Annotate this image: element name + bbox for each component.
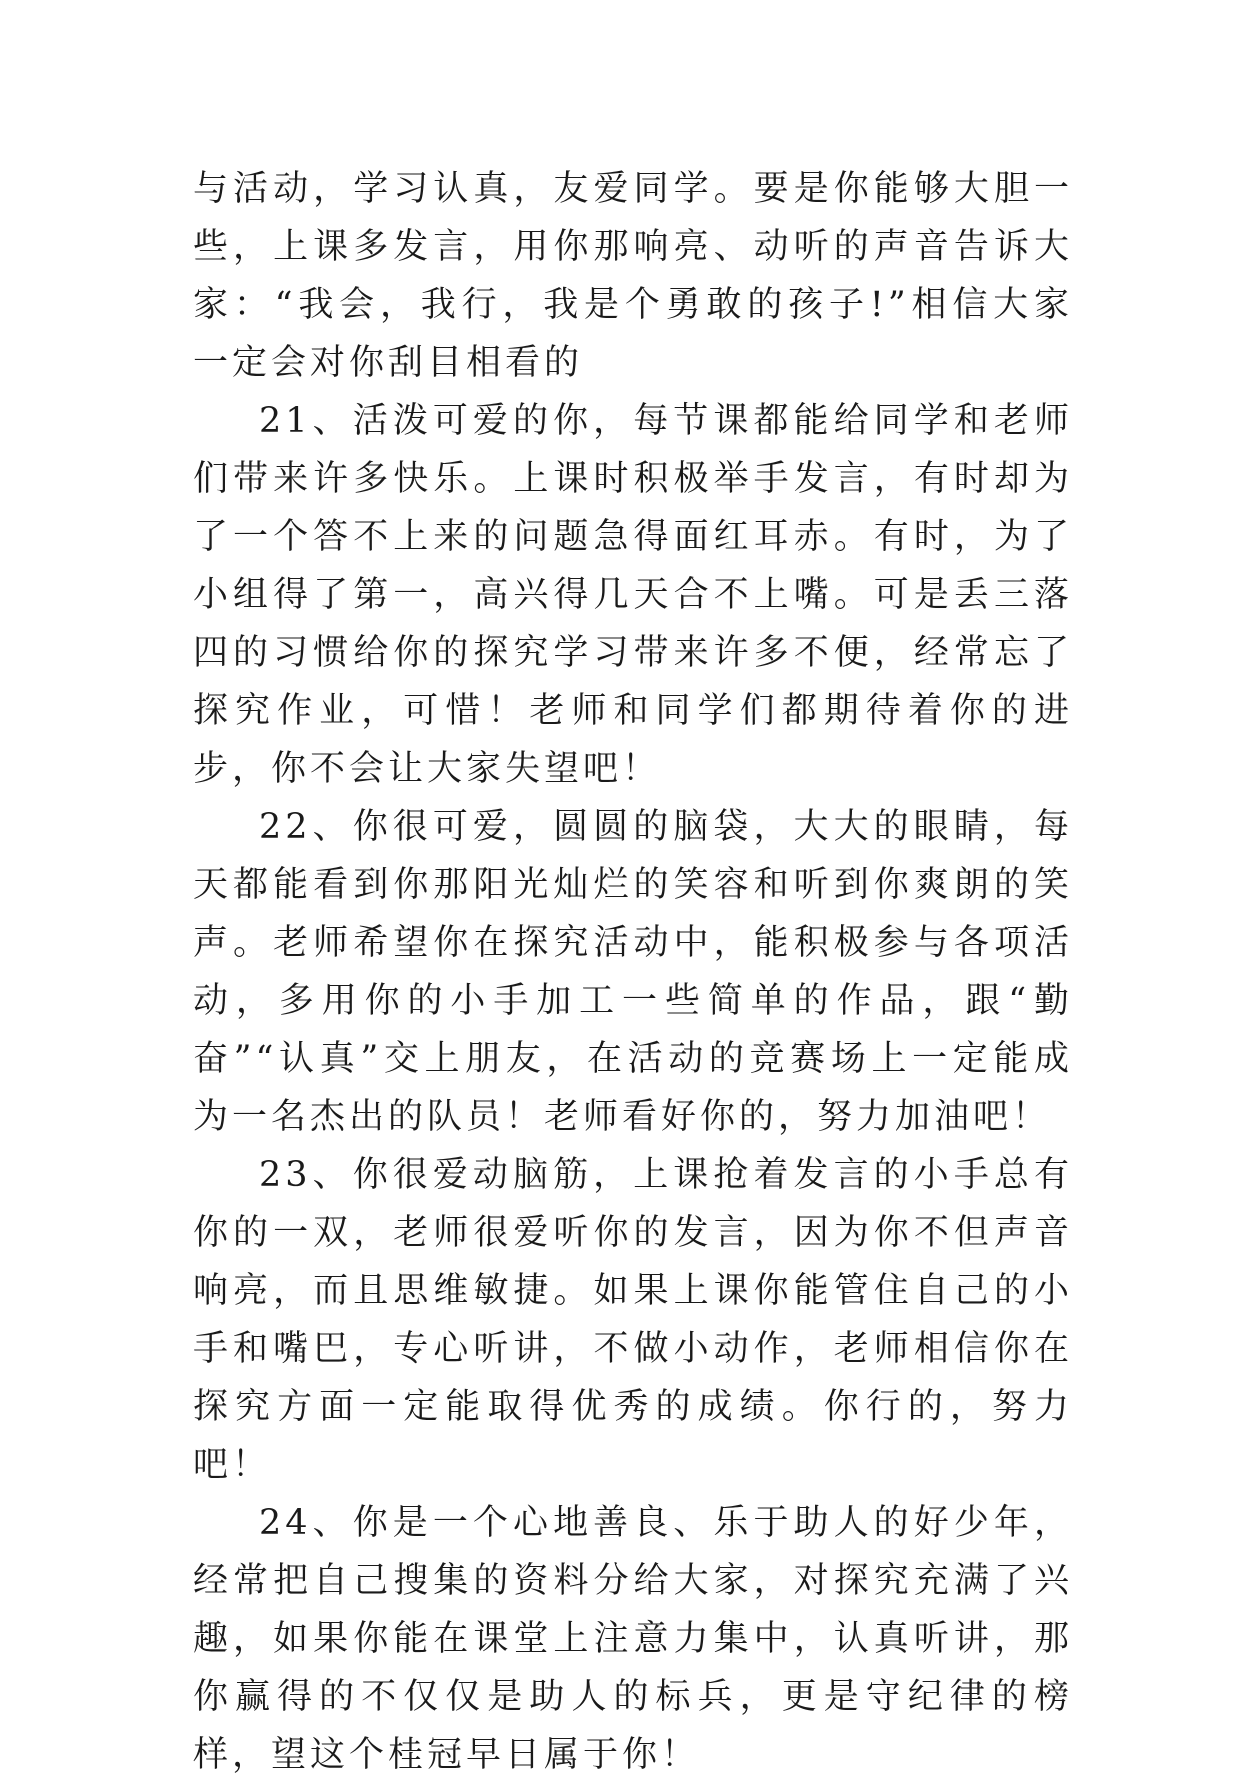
document-body (193, 160, 1073, 1784)
paragraph-item-21: 21、活泼可爱的你，每节课都能给同学和老师们带来许多快乐。上课时积极举手发言，有时却为了一个答不上来的问题急得面红耳赤。有时，为了小组得了第一，高兴得几天合不上嘴。可是丢三落四的习惯给你的探究学习带来许多不便，经常忘了探究作业，可惜！老师和同学们都期待着你的进步，你不会让大家失望吧！ (193, 401, 1073, 789)
paragraph-item-24: 24、你是一个心地善良、乐于助人的好少年，经常把自己搜集的资料分给大家，对探究充满了兴趣，如果你能在课堂上注意力集中，认真听讲，那你赢得的不仅仅是助人的标兵，更是守纪律的榜样，望这个桂冠早日属于你！ (193, 1503, 1073, 1775)
paragraph-item-23: 23、你很爱动脑筋，上课抢着发言的小手总有你的一双，老师很爱听你的发言，因为你不但声音响亮，而且思维敏捷。如果上课你能管住自己的小手和嘴巴，专心听讲，不做小动作，老师相信你在探究方面一定能取得优秀的成绩。你行的，努力吧！ (193, 1155, 1073, 1485)
paragraph-item-22: 22、你很可爱，圆圆的脑袋，大大的眼睛，每天都能看到你那阳光灿烂的笑容和听到你爽朗的笑声。老师希望你在探究活动中，能积极参与各项活动，多用你的小手加工一些简单的作品，跟“勤奋”“认真”交上朋友，在活动的竞赛场上一定能成为一名杰出的队员！老师看好你的，努力加油吧！ (193, 807, 1073, 1137)
paragraph-continuation: 与活动，学习认真，友爱同学。要是你能够大胆一些，上课多发言，用你那响亮、动听的声音告诉大家：“我会，我行，我是个勇敢的孩子!”相信大家一定会对你刮目相看的 (193, 169, 1073, 383)
